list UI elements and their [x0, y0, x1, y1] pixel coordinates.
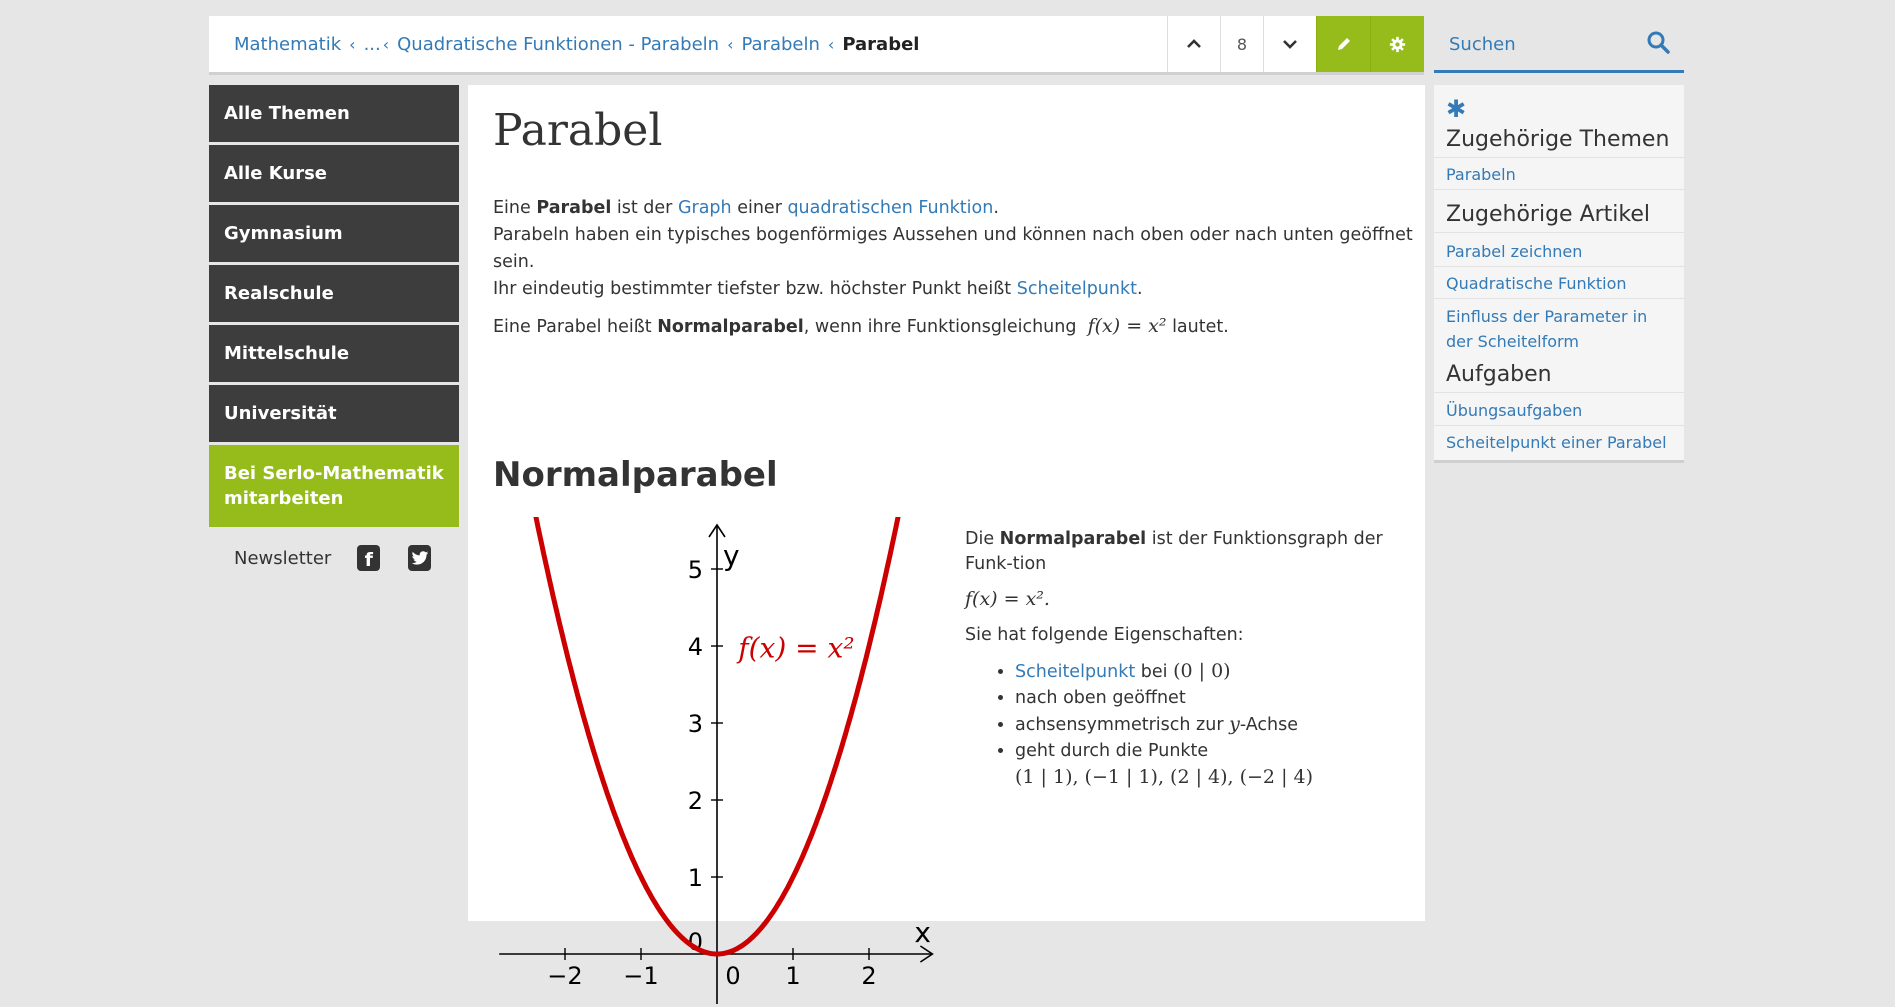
breadcrumb-bar: [209, 16, 1424, 75]
formula-normalparabel: f(x) = x²: [1087, 315, 1167, 337]
y-tick-label: 5: [687, 556, 703, 584]
x-tick-label: −1: [623, 962, 659, 990]
left-navigation: [209, 85, 459, 586]
link-graph[interactable]: Graph: [677, 198, 732, 218]
text: achsensymmetrisch zur: [1015, 715, 1230, 735]
twitter-icon[interactable]: [408, 545, 431, 571]
vote-down-button[interactable]: [1263, 16, 1316, 72]
breadcrumb-item-quadratische-funktionen[interactable]: Quadratische Funktionen - Parabeln: [397, 33, 720, 55]
text: einer: [731, 198, 788, 218]
nav-item-realschule[interactable]: Realschule: [209, 265, 459, 322]
pencil-icon: [1336, 36, 1352, 52]
desc-paragraph-1: [965, 527, 1405, 577]
x-axis-label: x: [914, 916, 931, 949]
page-title: Parabel: [493, 105, 663, 156]
search-input[interactable]: [1434, 33, 1641, 56]
search-box: [1434, 18, 1684, 73]
facebook-icon[interactable]: f: [357, 545, 380, 571]
y-tick-label: 2: [687, 787, 703, 815]
related-topics-title: Zugehörige Themen: [1446, 127, 1670, 152]
related-articles-title: Zugehörige Artikel: [1446, 202, 1651, 227]
newsletter-link[interactable]: Newsletter: [234, 547, 332, 569]
link-scheitelpunkt[interactable]: Scheitelpunkt: [1016, 279, 1137, 299]
list-item: • nach oben geöffnet: [1015, 685, 1405, 711]
breadcrumb-item-mathematik[interactable]: Mathematik: [234, 33, 342, 55]
text: bei: [1135, 662, 1174, 682]
divider: [1434, 157, 1684, 158]
chevron-down-icon: [1282, 39, 1298, 49]
x-tick-label: 0: [725, 962, 741, 990]
list-item: [1015, 738, 1405, 791]
breadcrumb-item-ellipsis[interactable]: ...: [363, 33, 381, 55]
text: lautet.: [1166, 317, 1229, 337]
text: .: [993, 198, 999, 218]
chevron-up-icon: [1186, 39, 1202, 49]
related-topic-parabeln[interactable]: Parabeln: [1446, 165, 1516, 184]
normalparabel-description: [965, 527, 1405, 791]
y-axis-label: y: [723, 539, 740, 572]
chevron-left-icon: ‹: [827, 34, 835, 54]
article-content: [468, 85, 1425, 990]
search-icon[interactable]: [1646, 30, 1670, 58]
link-quadratische-funktion[interactable]: quadratischen Funktion: [787, 198, 994, 218]
link-scheitelpunkt[interactable]: Scheitelpunkt: [1015, 662, 1136, 682]
related-sidebar: [1434, 85, 1684, 463]
related-article-einfluss-parameter[interactable]: Einfluss der Parameter in der Scheitelform: [1446, 307, 1648, 351]
desc-formula: [965, 587, 1405, 613]
nav-item-gymnasium[interactable]: Gymnasium: [209, 205, 459, 262]
asterisk-icon: ✱: [1446, 95, 1467, 123]
y-tick-label: 3: [687, 710, 703, 738]
y-tick-label: 0: [687, 928, 703, 956]
divider: [1434, 266, 1684, 267]
breadcrumb: [209, 34, 1167, 55]
nav-item-mittelschule[interactable]: Mittelschule: [209, 325, 459, 382]
edit-button[interactable]: [1316, 16, 1370, 72]
formula: (0 | 0): [1173, 660, 1231, 682]
tasks-title: Aufgaben: [1446, 362, 1552, 387]
properties-list: [965, 658, 1405, 791]
chevron-left-icon: ‹: [727, 34, 734, 54]
breadcrumb-item-parabeln[interactable]: Parabeln: [741, 33, 820, 55]
x-tick-label: −2: [547, 962, 583, 990]
text: Eine Parabel heißt: [493, 317, 658, 337]
section-title-normalparabel: Normalparabel: [493, 455, 778, 495]
divider: [1434, 425, 1684, 426]
intro-paragraph-3: [493, 276, 1413, 303]
chevron-left-icon: ‹: [349, 34, 356, 54]
y-tick-label: 1: [687, 864, 703, 892]
term-parabel: Parabel: [536, 198, 612, 218]
related-article-quadratische-funktion[interactable]: Quadratische Funktion: [1446, 274, 1627, 293]
list-item: [1015, 658, 1405, 685]
formula: y: [1229, 713, 1240, 735]
text: .: [1136, 279, 1143, 299]
text: Ihr eindeutig bestimmter tiefster bzw. höchster Punkt heißt: [493, 279, 1017, 299]
nav-item-alle-kurse[interactable]: Alle Kurse: [209, 145, 459, 202]
term-normalparabel: Normalparabel: [657, 317, 804, 337]
formula: (1 | 1), (−1 | 1), (2 | 4), (−2 | 4): [1015, 766, 1314, 788]
task-uebungsaufgaben[interactable]: Übungsaufgaben: [1446, 401, 1583, 420]
x-tick-label: 1: [785, 962, 801, 990]
text: geht durch die Punkte: [1015, 741, 1209, 761]
vote-count: 8: [1220, 16, 1263, 72]
nav-item-alle-themen[interactable]: Alle Themen: [209, 85, 459, 142]
chevron-left-icon: ‹: [382, 34, 390, 54]
related-article-parabel-zeichnen[interactable]: Parabel zeichnen: [1446, 242, 1583, 261]
divider: [1434, 392, 1684, 393]
vote-up-button[interactable]: [1167, 16, 1220, 72]
nav-item-mitarbeiten[interactable]: Bei Serlo-Mathematik mitarbeiten: [209, 445, 459, 527]
divider: [1434, 232, 1684, 233]
desc-paragraph-2: Sie hat folgende Eigenschaften:: [965, 625, 1244, 645]
settings-button[interactable]: [1370, 16, 1424, 72]
text: -Achse: [1239, 715, 1299, 735]
gear-icon: [1389, 36, 1406, 53]
divider: [1434, 298, 1684, 299]
task-scheitelpunkt[interactable]: Scheitelpunkt einer Parabel: [1446, 433, 1667, 452]
divider: [1434, 189, 1684, 190]
intro-text: [493, 195, 1413, 341]
curve-label: f(x) = x²: [738, 631, 855, 665]
breadcrumb-current: Parabel: [842, 33, 920, 55]
formula: f(x) = x².: [965, 588, 1050, 610]
x-tick-label: 2: [861, 962, 877, 990]
intro-paragraph-2: Parabeln haben ein typisches bogenförmiges Aussehen und können nach oben oder nach unten geöffnet sein.: [493, 225, 1413, 272]
text: ist der: [611, 198, 678, 218]
newsletter-row: [209, 530, 459, 586]
nav-item-universitaet[interactable]: Universität: [209, 385, 459, 442]
list-item: [1015, 711, 1405, 738]
term-normalparabel: Normalparabel: [999, 529, 1147, 549]
text: Eine: [493, 198, 537, 218]
intro-paragraph-1: [493, 195, 1413, 222]
text: , wenn ihre Funktionsgleichung: [803, 317, 1083, 337]
text: Die: [965, 529, 1000, 549]
intro-paragraph-4: [493, 313, 1413, 341]
normalparabel-graph: [488, 517, 938, 1007]
text: ist der Funktionsgraph der Funk-tion: [965, 529, 1383, 574]
y-tick-label: 4: [687, 633, 703, 661]
